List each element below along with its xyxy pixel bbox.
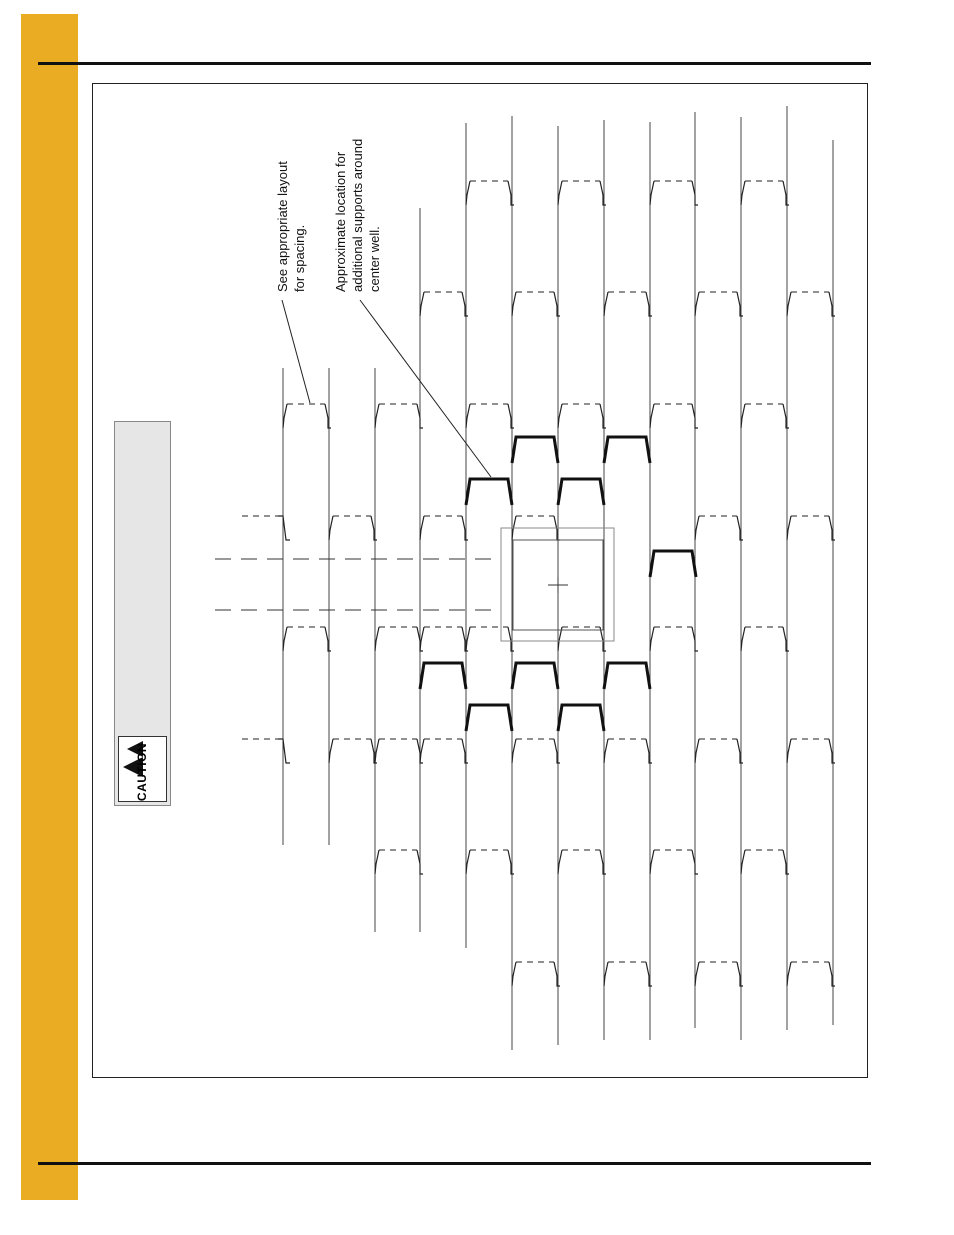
support-leg — [737, 962, 743, 986]
support-leg — [737, 516, 743, 540]
support-leg — [508, 850, 514, 874]
support-leg — [829, 516, 835, 540]
support-leg — [375, 627, 379, 651]
support-leg — [371, 516, 377, 540]
support-leg — [462, 516, 468, 540]
support-bold — [466, 705, 512, 731]
support-leg — [420, 516, 424, 540]
support-leg — [737, 292, 743, 316]
support-leg — [558, 404, 562, 428]
support-leg — [554, 962, 560, 986]
support-leg — [375, 739, 379, 763]
support-bold — [650, 551, 696, 577]
support-leg — [741, 404, 745, 428]
support-leg — [646, 962, 652, 986]
support-bold — [558, 479, 604, 505]
support-leg — [558, 627, 562, 651]
support-leg — [466, 404, 470, 428]
support-leg — [462, 292, 468, 316]
support-leg — [787, 516, 791, 540]
support-leg — [329, 516, 333, 540]
support-leg — [783, 627, 789, 651]
support-leg — [375, 404, 379, 428]
support-leg — [329, 739, 333, 763]
support-leg — [783, 850, 789, 874]
support-leg — [604, 962, 608, 986]
support-leg — [420, 739, 424, 763]
support-leg — [787, 292, 791, 316]
support-leg — [650, 627, 654, 651]
support-leg — [783, 181, 789, 205]
support-leg — [512, 739, 516, 763]
support-leg — [783, 404, 789, 428]
caution-text: CAUTION — [135, 742, 149, 802]
support-bold — [604, 437, 650, 463]
leader-line — [360, 300, 491, 477]
support-leg — [787, 962, 791, 986]
support-bold — [420, 663, 466, 689]
support-leg — [325, 404, 331, 428]
support-leg — [737, 739, 743, 763]
support-leg — [466, 627, 470, 651]
spacing-note-line-1: See appropriate layout — [275, 161, 290, 292]
support-leg — [695, 739, 699, 763]
support-leg — [695, 962, 699, 986]
support-leg — [278, 739, 290, 763]
support-leg — [466, 850, 470, 874]
support-leg — [600, 850, 606, 874]
supports-note-line-1: Approximate location for — [333, 151, 348, 292]
support-leg — [283, 627, 287, 651]
support-leg — [278, 516, 290, 540]
support-leg — [650, 850, 654, 874]
support-leg — [554, 739, 560, 763]
support-leg — [512, 962, 516, 986]
support-leg — [741, 850, 745, 874]
support-leg — [462, 739, 468, 763]
supports-note-line-2: additional supports around — [350, 138, 365, 292]
support-leg — [829, 292, 835, 316]
support-leg — [741, 181, 745, 205]
support-leg — [646, 739, 652, 763]
support-bold — [512, 437, 558, 463]
supports-note — [332, 139, 383, 292]
support-leg — [604, 739, 608, 763]
supports-note-line-3: center well. — [367, 226, 382, 292]
support-leg — [829, 962, 835, 986]
support-leg — [695, 292, 699, 316]
support-leg — [283, 404, 287, 428]
support-bold — [466, 479, 512, 505]
support-leg — [558, 181, 562, 205]
support-bold — [512, 663, 558, 689]
leader-line — [282, 300, 310, 403]
support-leg — [420, 292, 424, 316]
support-leg — [604, 292, 608, 316]
support-leg — [829, 739, 835, 763]
support-leg — [650, 404, 654, 428]
support-leg — [508, 627, 514, 651]
support-leg — [600, 404, 606, 428]
support-leg — [420, 627, 424, 651]
support-leg — [375, 850, 379, 874]
spacing-note — [274, 161, 308, 292]
support-leg — [600, 181, 606, 205]
support-leg — [646, 292, 652, 316]
support-leg — [558, 850, 562, 874]
support-leg — [695, 516, 699, 540]
support-bold — [604, 663, 650, 689]
support-bold — [558, 705, 604, 731]
support-leg — [508, 181, 514, 205]
support-leg — [741, 627, 745, 651]
spacing-note-line-2: for spacing. — [292, 224, 307, 292]
support-leg — [512, 292, 516, 316]
support-leg — [508, 404, 514, 428]
support-leg — [554, 292, 560, 316]
support-leg — [787, 739, 791, 763]
support-leg — [600, 627, 606, 651]
support-leg — [650, 181, 654, 205]
support-leg — [325, 627, 331, 651]
support-leg — [466, 181, 470, 205]
